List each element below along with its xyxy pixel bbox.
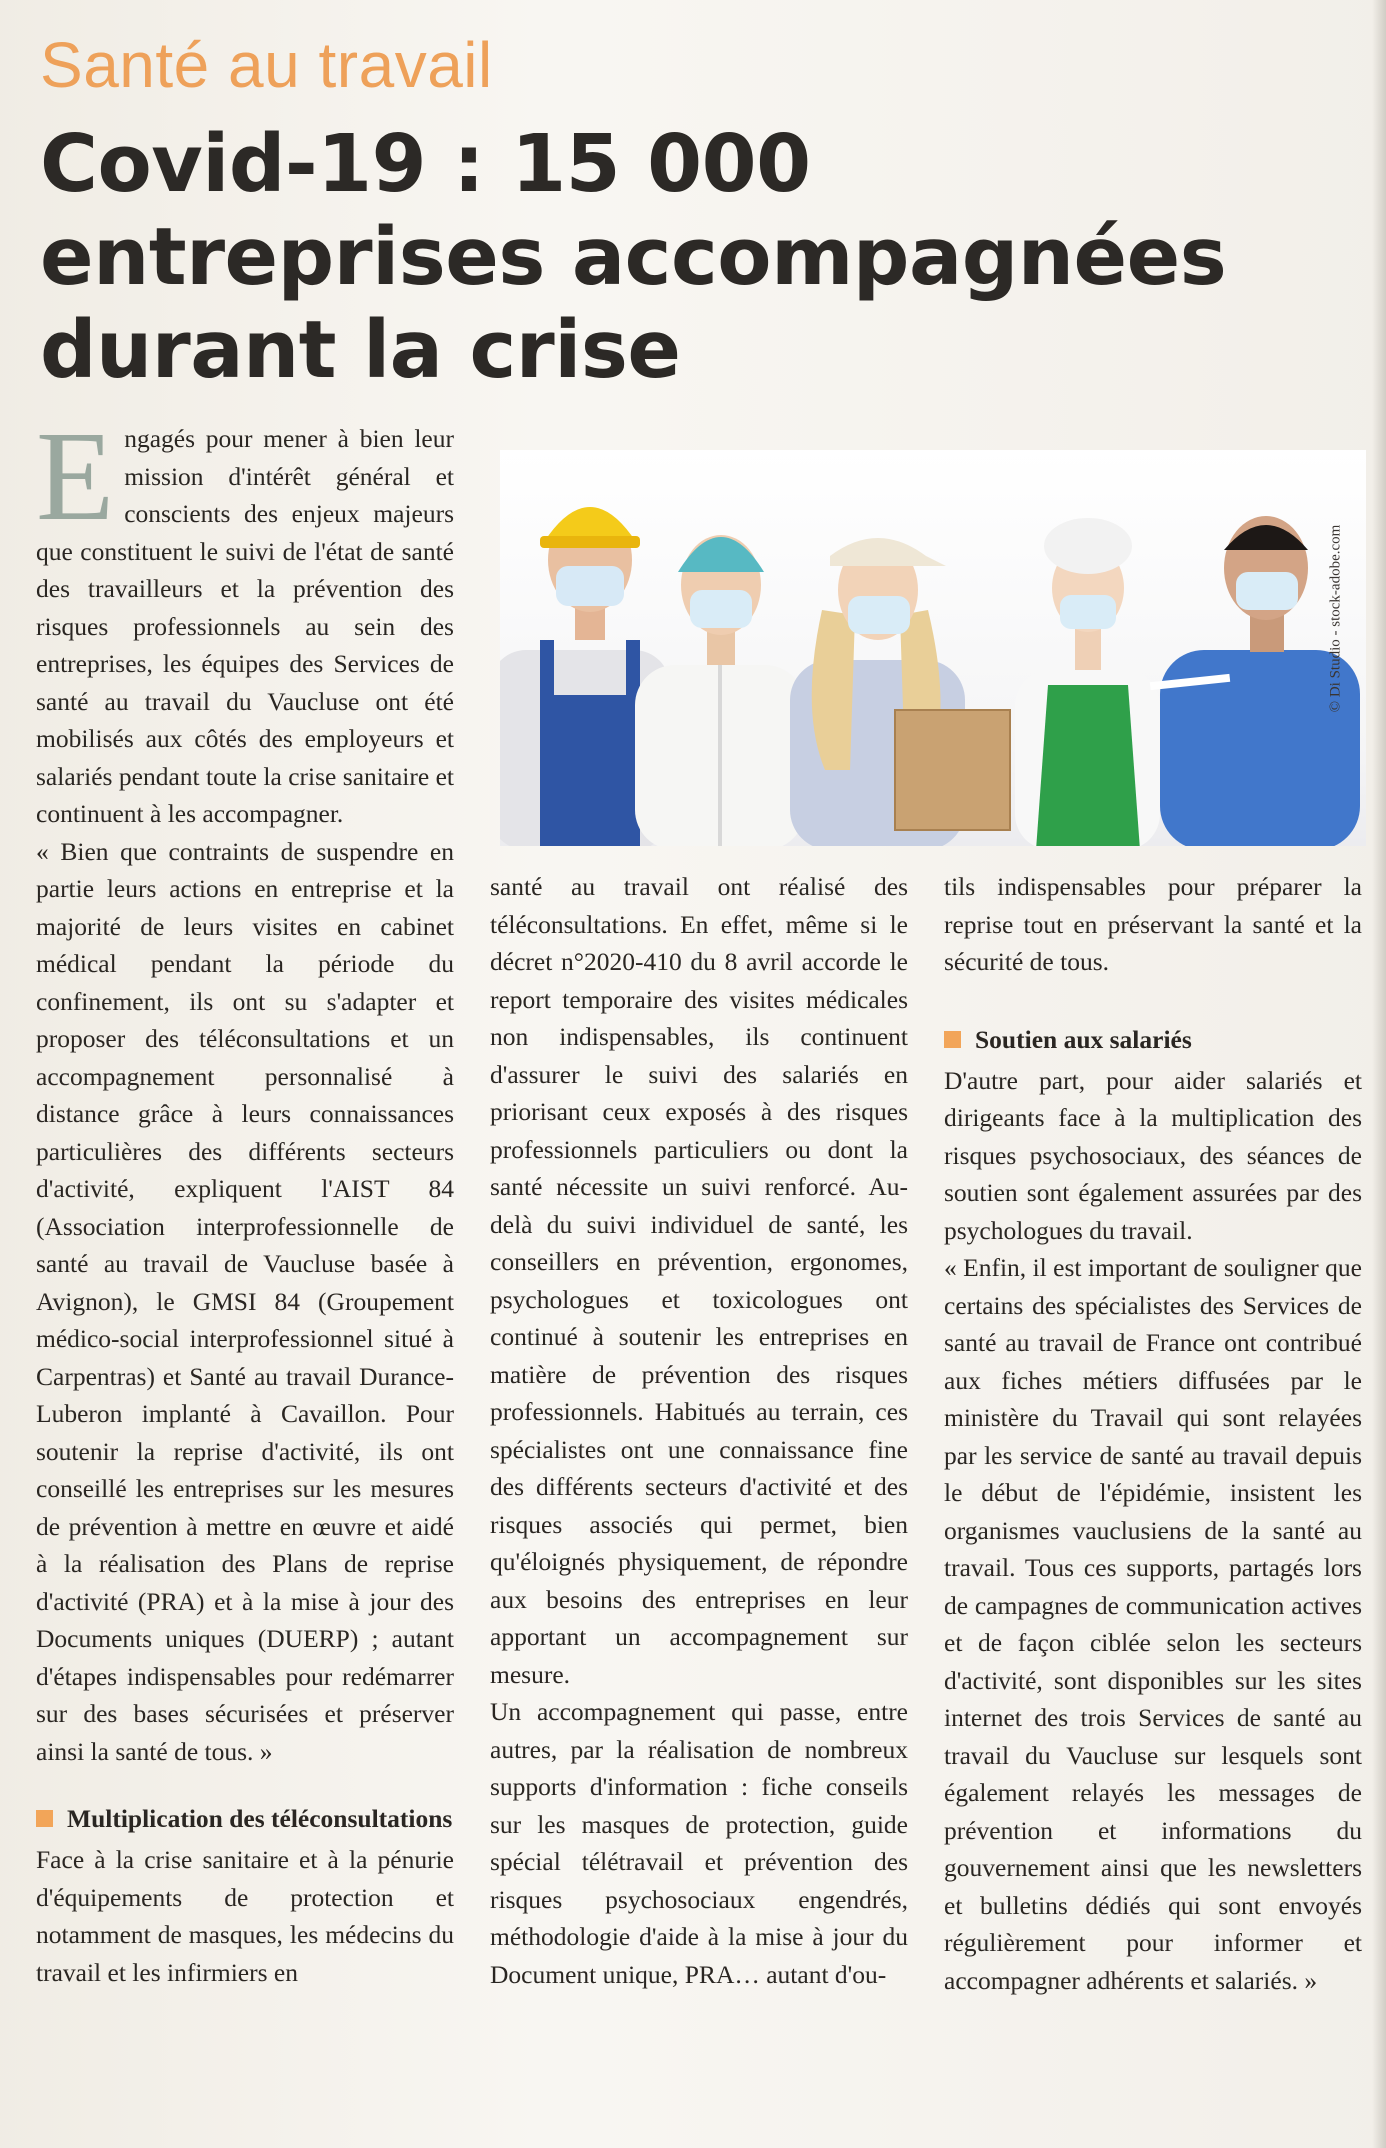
- orange-bullet-icon: [944, 1031, 961, 1048]
- section-heading-text: Soutien aux salariés: [975, 1024, 1192, 1054]
- paragraph: Face à la crise sanitaire et à la pénurie d'équipements de protection et notamment de masques, les médecins du travail et les infirmiers en: [36, 1845, 454, 1987]
- nurse-figure: [635, 535, 805, 846]
- photo-credit: © Di Studio - stock-adobe.com: [1327, 524, 1344, 713]
- paragraph: santé au travail ont réalisé des téléconsultations. En effet, même si le décret n°2020-410 du 8 avril accorde le report temporaire des visites médicales non indispensables, ils continuent d'assurer le suivi des salariés en priorisant ceux exposés à des risques professionnels particuliers ou dont la santé nécessite un suivi renforcé. Au-delà du suivi individuel de santé, les conseillers en prévention, ergonomes, psychologues et toxicologues ont continué à soutenir les entreprises en matière de prévention des risques professionnels. Habitués au terrain, ces spécialistes ont une connaissance fine des différents secteurs d'activité et des risques associés qui permet, bien qu'éloignés physiquement, de répondre aux besoins des entreprises en leur apportant un accompagnement sur mesure.: [490, 872, 908, 1689]
- article-column-2: [490, 868, 908, 1993]
- cook-figure: [1015, 518, 1160, 846]
- workers-illustration: [500, 450, 1366, 846]
- section-rubric: Santé au travail: [40, 29, 493, 101]
- paragraph: Un accompagnement qui passe, entre autres, par la réalisation de nombreux supports d'information : fiche conseils sur les masques de protection, guide spécial télétravail et prévention des risques psychosociaux engendrés, méthodologie d'aide à la mise à jour du Document unique, PRA… autant d'ou-: [490, 1697, 908, 1989]
- section-heading-teleconsultations: [36, 1800, 454, 1837]
- delivery-worker-figure: [790, 538, 1010, 846]
- intro-text: ngagés pour mener à bien leur mission d'intérêt général et conscients des enjeux majeurs que constituent le suivi de l'état de santé des travailleurs et la prévention des risques professionnels au sein des entreprises, les équipes des Services de santé au travail du Vaucluse ont été mobilisés aux côtés des employeurs et salariés pendant toute la crise sanitaire et continuent à les accompagner.: [36, 424, 454, 828]
- article-headline: Covid-19 : 15 000 entreprises accompagnées durant la crise: [40, 118, 1227, 396]
- quote-paragraph: « Bien que contraints de suspendre en partie leurs actions en entreprise et la majorité de leurs visites en cabinet médical pendant la période du confinement, ils ont su s'adapter et proposer des téléconsultations et un accompagnement personnalisé à distance grâce à leurs connaissances particulières des différents secteurs d'activité, expliquent l'AIST 84 (Association interprofessionnelle de santé au travail de Vaucluse basée à Avignon), le GMSI 84 (Groupement médico-social interprofessionnel situé à Carpentras) et Santé au travail Durance-Luberon implanté à Cavaillon. Pour soutenir la reprise d'activité, ils ont conseillé les entreprises sur les mesures de prévention à mettre en œuvre et aidé à la réalisation des Plans de reprise d'activité (PRA) et à la mise à jour des Documents uniques (DUERP) ; autant d'étapes indispensables pour redémarrer sur des bases sécurisées et préserver ainsi la santé de tous. »: [36, 836, 454, 1766]
- paragraph: D'autre part, pour aider salariés et dirigeants face à la multiplication des risques psychosociaux, des séances de soutien sont également assurées par des psychologues du travail.: [944, 1065, 1362, 1245]
- drop-cap: E: [36, 405, 115, 547]
- workers-photo: [500, 450, 1366, 846]
- section-heading-text: Multiplication des téléconsultations: [67, 1804, 453, 1833]
- section-heading-soutien: [944, 1021, 1362, 1058]
- article-column-1: [36, 405, 454, 1991]
- paragraph: tils indispensables pour préparer la reprise tout en préservant la santé et la sécurité de tous.: [944, 872, 1362, 976]
- page-edge-shadow: [1372, 0, 1386, 2148]
- intro-paragraph: [36, 405, 454, 833]
- paragraph: « Enfin, il est important de souligner que certains des spécialistes des Services de santé au travail de France ont contribué aux fiches métiers diffusées par le ministère du Travail qui sont relayées par les service de santé au travail depuis le début de l'épidémie, insistent les organismes vauclusiens de la santé au travail. Tous ces supports, partagés lors de campagnes de communication actives et de façon ciblée selon les secteurs d'activité, sont disponibles sur les sites internet des trois Services de santé au travail du Vaucluse sur lesquels sont également relayés les messages de prévention et informations du gouvernement ainsi que les newsletters et bulletins dédiés qui sont envoyés régulièrement pour informer et accompagner adhérents et salariés. »: [944, 1253, 1362, 1995]
- article-column-3: [944, 868, 1362, 1999]
- orange-bullet-icon: [36, 1810, 53, 1827]
